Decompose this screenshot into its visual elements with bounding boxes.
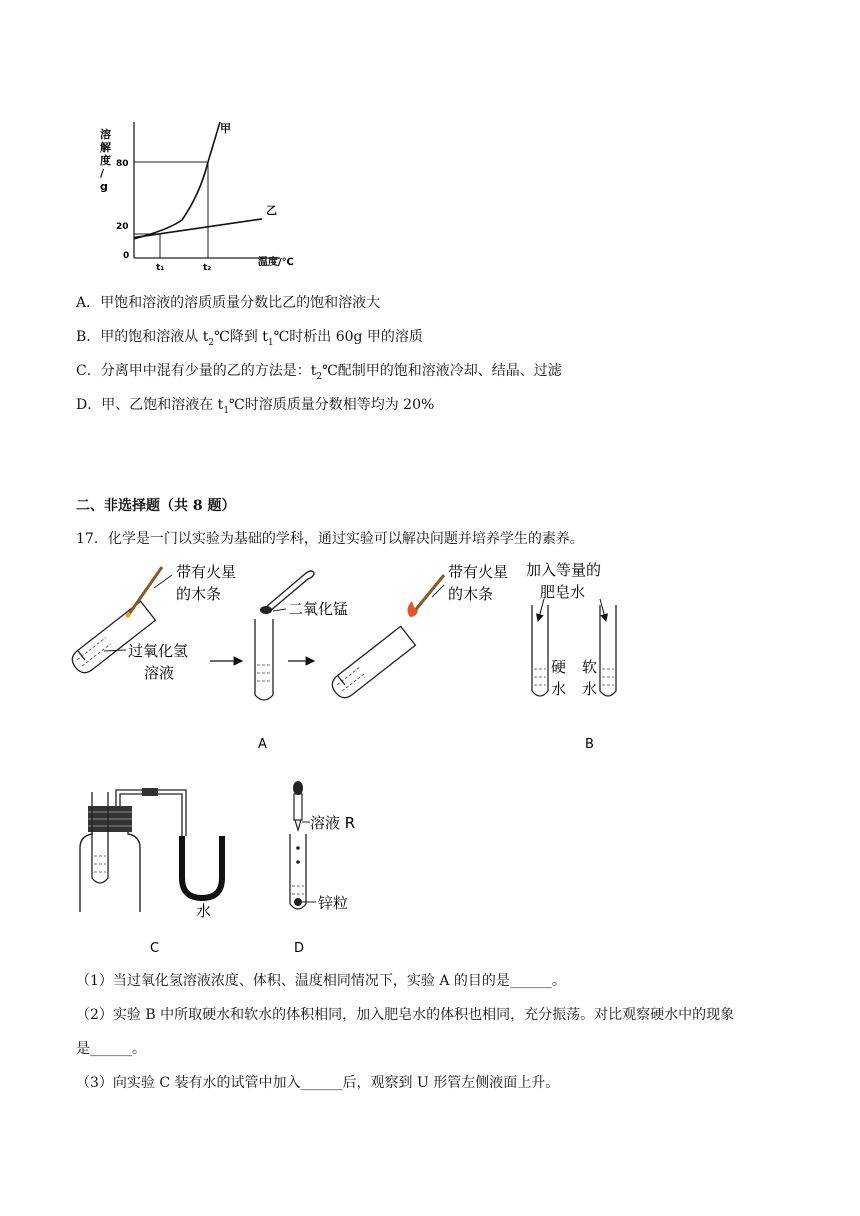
test-tube-reaction xyxy=(328,626,415,702)
subscript: 1 xyxy=(223,405,230,416)
option-c xyxy=(76,360,562,382)
question-17-1: （1）当过氧化氢溶液浓度、体积、温度相同情况下，实验 A 的目的是______。 xyxy=(76,973,566,989)
option-d xyxy=(76,394,434,416)
test-tube-with-mno2 xyxy=(255,619,273,700)
option-letter: C． xyxy=(76,363,101,379)
splint2-label-line1: 带有火星 xyxy=(448,563,509,581)
hard-water-label-2: 水 xyxy=(551,680,567,698)
y-tick-80: 80 xyxy=(116,159,129,169)
spark-icon xyxy=(126,613,131,618)
option-a xyxy=(76,292,380,312)
question-17-2-line2: 是______。 xyxy=(76,1041,146,1057)
option-letter: A． xyxy=(76,295,101,311)
question-17-stem: 17．化学是一门以实验为基础的学科，通过实验可以解决问题并培养学生的素养。 xyxy=(76,531,584,547)
section-heading: 二、非选择题（共 8 题） xyxy=(76,498,236,514)
figure-c-label: C xyxy=(150,941,160,956)
water-label: 水 xyxy=(196,902,212,920)
option-text: ℃配制甲的饱和溶液冷却、结晶、过滤 xyxy=(322,363,562,379)
splint1-label-line1: 带有火星 xyxy=(176,563,237,581)
y-tick-0: 0 xyxy=(123,251,130,261)
series-label-jia: 甲 xyxy=(220,122,231,135)
h2o2-label-line1: 过氧化氢 xyxy=(128,642,189,660)
option-text: ℃时溶质质量分数相等均为 20% xyxy=(229,397,435,413)
mno2-label: 二氧化锰 xyxy=(288,600,349,618)
series-label-yi: 乙 xyxy=(266,204,277,217)
flask-with-tube xyxy=(80,788,170,912)
option-b xyxy=(76,326,423,348)
splint2-label-line2: 的木条 xyxy=(448,585,494,603)
y-axis-label: 溶解度/ g xyxy=(100,128,111,193)
question-17-3: （3）向实验 C 装有水的试管中加入______后，观察到 U 形管左侧液面上升。 xyxy=(76,1075,560,1091)
figure-a-label: A xyxy=(258,737,267,752)
subscript: 1 xyxy=(267,337,274,348)
option-text: ℃降到 t xyxy=(214,329,268,345)
x-axis-label: 温度/℃ xyxy=(258,257,294,268)
splint1-label-line2: 的木条 xyxy=(176,585,222,603)
option-text: 甲、乙饱和溶液在 t xyxy=(101,397,224,413)
test-tube-hard-water xyxy=(532,605,548,696)
test-tube-soft-water xyxy=(600,605,616,696)
x-tick-t2: t₂ xyxy=(203,263,212,273)
option-text: 甲的饱和溶液从 t xyxy=(100,329,209,345)
soft-water-label-2: 水 xyxy=(582,680,598,698)
test-tube-zinc xyxy=(290,834,306,909)
glowing-splint-2 xyxy=(413,575,444,613)
drop-arrow-hard xyxy=(538,599,544,621)
u-tube xyxy=(170,790,222,898)
drop-arrow-soft xyxy=(600,599,606,621)
dropper-icon xyxy=(293,781,303,830)
option-letter: D． xyxy=(76,397,102,413)
experiment-figure-cd xyxy=(70,778,400,958)
experiment-figure-ab xyxy=(70,555,670,755)
subscript: 2 xyxy=(316,371,323,382)
soft-water-label-1: 软 xyxy=(582,658,598,676)
option-letter: B． xyxy=(76,329,101,345)
figure-d-label: D xyxy=(294,941,305,956)
subscript: 2 xyxy=(208,337,215,348)
y-tick-20: 20 xyxy=(116,222,129,232)
hard-water-label-1: 硬 xyxy=(551,658,567,676)
glowing-splint-1 xyxy=(127,567,162,617)
zinc-label: 锌粒 xyxy=(318,894,349,912)
question-17-2-line1: （2）实验 B 中所取硬水和软水的体积相同，加入肥皂水的体积也相同，充分振荡。对比观察硬水中的现象 xyxy=(76,1007,735,1023)
soap-label-line2: 肥皂水 xyxy=(540,583,586,601)
test-tube-h2o2 xyxy=(70,601,155,677)
soap-label-line1: 加入等量的 xyxy=(526,561,602,579)
option-text: 甲饱和溶液的溶质质量分数比乙的饱和溶液大 xyxy=(100,295,381,311)
figure-b-label: B xyxy=(585,737,594,752)
solution-r-label: 溶液 R xyxy=(310,814,356,832)
x-tick-t1: t₁ xyxy=(156,263,165,273)
h2o2-label-line2: 溶液 xyxy=(144,664,175,682)
option-text: 分离甲中混有少量的乙的方法是：t xyxy=(100,363,317,379)
solubility-chart xyxy=(90,108,310,274)
option-text: ℃时析出 60g 甲的溶质 xyxy=(273,329,423,345)
